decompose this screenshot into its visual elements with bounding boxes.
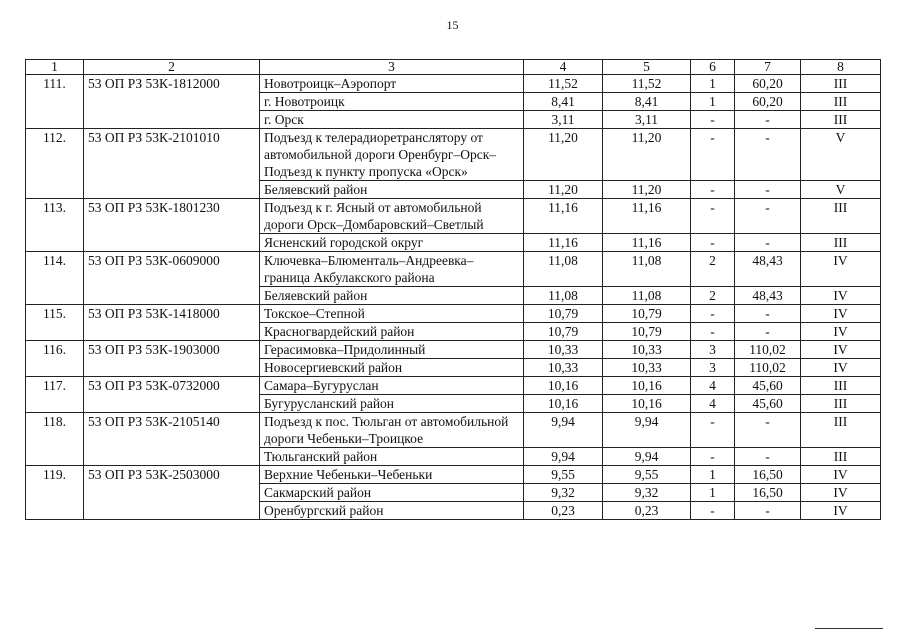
col-6-value: 4 <box>691 377 735 395</box>
col-8-value: IV <box>801 305 881 323</box>
road-name: Подъезд к г. Ясный от автомобильной дороги Орск–Домбаровский–Светлый <box>260 199 524 234</box>
col-4-value: 11,08 <box>524 287 603 305</box>
col-6-value: 2 <box>691 252 735 287</box>
table-row <box>26 413 881 448</box>
col-7-value: 16,50 <box>735 484 801 502</box>
col-7-value: - <box>735 323 801 341</box>
col-4-value: 10,16 <box>524 377 603 395</box>
col-8-value: IV <box>801 359 881 377</box>
header-row <box>26 60 881 75</box>
footer-rule <box>815 628 883 629</box>
col-8-value: III <box>801 93 881 111</box>
col-4-value: 10,79 <box>524 305 603 323</box>
col-8-value: IV <box>801 484 881 502</box>
road-name: г. Новотроицк <box>260 93 524 111</box>
col-5-value: 9,32 <box>603 484 691 502</box>
col-8-value: III <box>801 75 881 93</box>
col-6-value: - <box>691 413 735 448</box>
road-name: Бугурусланский район <box>260 395 524 413</box>
header-col-3: 3 <box>260 60 524 75</box>
col-4-value: 9,94 <box>524 448 603 466</box>
col-6-value: 1 <box>691 466 735 484</box>
col-7-value: - <box>735 199 801 234</box>
col-5-value: 10,16 <box>603 395 691 413</box>
col-4-value: 11,20 <box>524 181 603 199</box>
col-6-value: - <box>691 448 735 466</box>
col-4-value: 11,20 <box>524 129 603 181</box>
col-6-value: 3 <box>691 341 735 359</box>
col-7-value: - <box>735 448 801 466</box>
col-6-value: 4 <box>691 395 735 413</box>
row-number: 113. <box>26 199 84 252</box>
header-col-2: 2 <box>84 60 260 75</box>
row-number: 115. <box>26 305 84 341</box>
col-6-value: 2 <box>691 287 735 305</box>
col-8-value: V <box>801 129 881 181</box>
table-row <box>26 129 881 181</box>
page-number: 15 <box>446 18 459 32</box>
road-group <box>26 413 881 466</box>
road-group <box>26 129 881 199</box>
col-6-value: - <box>691 234 735 252</box>
col-5-value: 11,08 <box>603 287 691 305</box>
road-name: Верхние Чебеньки–Чебеньки <box>260 466 524 484</box>
road-group <box>26 305 881 341</box>
col-7-value: - <box>735 413 801 448</box>
header-col-1: 1 <box>26 60 84 75</box>
col-4-value: 3,11 <box>524 111 603 129</box>
road-group <box>26 252 881 305</box>
col-7-value: - <box>735 502 801 520</box>
col-7-value: 16,50 <box>735 466 801 484</box>
col-8-value: III <box>801 395 881 413</box>
col-6-value: - <box>691 181 735 199</box>
road-name: Тюльганский район <box>260 448 524 466</box>
col-5-value: 10,16 <box>603 377 691 395</box>
col-4-value: 9,94 <box>524 413 603 448</box>
col-5-value: 10,79 <box>603 323 691 341</box>
road-code: 53 ОП РЗ 53К-0609000 <box>84 252 260 305</box>
col-5-value: 9,55 <box>603 466 691 484</box>
col-4-value: 11,08 <box>524 252 603 287</box>
col-5-value: 3,11 <box>603 111 691 129</box>
row-number: 119. <box>26 466 84 520</box>
row-number: 117. <box>26 377 84 413</box>
header-col-4: 4 <box>524 60 603 75</box>
col-7-value: 110,02 <box>735 341 801 359</box>
road-name: Новотроицк–Аэропорт <box>260 75 524 93</box>
road-name: Беляевский район <box>260 287 524 305</box>
col-7-value: - <box>735 129 801 181</box>
road-name: Самара–Бугуруслан <box>260 377 524 395</box>
road-name: Новосергиевский район <box>260 359 524 377</box>
col-4-value: 11,52 <box>524 75 603 93</box>
col-7-value: - <box>735 111 801 129</box>
col-5-value: 0,23 <box>603 502 691 520</box>
road-group <box>26 466 881 520</box>
table-header <box>26 60 881 75</box>
road-group <box>26 199 881 252</box>
col-7-value: 45,60 <box>735 395 801 413</box>
row-number: 112. <box>26 129 84 199</box>
col-5-value: 11,20 <box>603 181 691 199</box>
table-row <box>26 341 881 359</box>
col-5-value: 10,33 <box>603 359 691 377</box>
col-7-value: - <box>735 305 801 323</box>
col-8-value: IV <box>801 252 881 287</box>
col-6-value: 3 <box>691 359 735 377</box>
col-4-value: 10,79 <box>524 323 603 341</box>
col-7-value: 110,02 <box>735 359 801 377</box>
road-name: Оренбургский район <box>260 502 524 520</box>
road-code: 53 ОП РЗ 53К-1812000 <box>84 75 260 129</box>
col-5-value: 11,16 <box>603 199 691 234</box>
col-8-value: III <box>801 413 881 448</box>
road-code: 53 ОП РЗ 53К-2503000 <box>84 466 260 520</box>
col-6-value: - <box>691 129 735 181</box>
road-name: Токское–Степной <box>260 305 524 323</box>
road-code: 53 ОП РЗ 53К-0732000 <box>84 377 260 413</box>
col-4-value: 10,33 <box>524 341 603 359</box>
road-group <box>26 341 881 377</box>
header-col-6: 6 <box>691 60 735 75</box>
col-8-value: IV <box>801 323 881 341</box>
col-7-value: 60,20 <box>735 75 801 93</box>
col-8-value: III <box>801 111 881 129</box>
table-row <box>26 252 881 287</box>
road-group <box>26 75 881 129</box>
col-4-value: 10,16 <box>524 395 603 413</box>
col-8-value: IV <box>801 341 881 359</box>
row-number: 118. <box>26 413 84 466</box>
col-4-value: 11,16 <box>524 199 603 234</box>
road-code: 53 ОП РЗ 53К-2101010 <box>84 129 260 199</box>
col-5-value: 11,16 <box>603 234 691 252</box>
road-name: Подъезд к телерадиоретранслятору от автомобильной дороги Оренбург–Орск–Подъезд к пункту пропуска «Орск» <box>260 129 524 181</box>
col-5-value: 10,33 <box>603 341 691 359</box>
road-code: 53 ОП РЗ 53К-1903000 <box>84 341 260 377</box>
col-4-value: 10,33 <box>524 359 603 377</box>
row-number: 116. <box>26 341 84 377</box>
col-5-value: 11,08 <box>603 252 691 287</box>
col-8-value: IV <box>801 466 881 484</box>
col-8-value: III <box>801 234 881 252</box>
col-5-value: 9,94 <box>603 448 691 466</box>
col-6-value: - <box>691 323 735 341</box>
road-code: 53 ОП РЗ 53К-2105140 <box>84 413 260 466</box>
col-7-value: 48,43 <box>735 287 801 305</box>
row-number: 114. <box>26 252 84 305</box>
header-col-5: 5 <box>603 60 691 75</box>
table-row <box>26 75 881 93</box>
table-row <box>26 305 881 323</box>
road-name: Ясненский городской округ <box>260 234 524 252</box>
col-5-value: 8,41 <box>603 93 691 111</box>
col-4-value: 8,41 <box>524 93 603 111</box>
col-7-value: - <box>735 181 801 199</box>
col-4-value: 9,55 <box>524 466 603 484</box>
col-7-value: - <box>735 234 801 252</box>
col-4-value: 11,16 <box>524 234 603 252</box>
table-row <box>26 466 881 484</box>
col-8-value: III <box>801 199 881 234</box>
table-row <box>26 377 881 395</box>
road-name: Беляевский район <box>260 181 524 199</box>
road-group <box>26 377 881 413</box>
col-5-value: 10,79 <box>603 305 691 323</box>
col-8-value: III <box>801 377 881 395</box>
road-name: г. Орск <box>260 111 524 129</box>
col-4-value: 9,32 <box>524 484 603 502</box>
col-6-value: - <box>691 305 735 323</box>
col-8-value: IV <box>801 502 881 520</box>
col-6-value: 1 <box>691 484 735 502</box>
row-number: 111. <box>26 75 84 129</box>
header-col-7: 7 <box>735 60 801 75</box>
road-code: 53 ОП РЗ 53К-1418000 <box>84 305 260 341</box>
road-name: Сакмарский район <box>260 484 524 502</box>
road-name: Герасимовка–Придолинный <box>260 341 524 359</box>
table-row <box>26 199 881 234</box>
road-name: Ключевка–Блюменталь–Андреевка–граница Акбулакского района <box>260 252 524 287</box>
col-5-value: 11,20 <box>603 129 691 181</box>
col-4-value: 0,23 <box>524 502 603 520</box>
col-6-value: - <box>691 199 735 234</box>
col-6-value: 1 <box>691 75 735 93</box>
col-6-value: - <box>691 111 735 129</box>
road-name: Красногвардейский район <box>260 323 524 341</box>
col-5-value: 9,94 <box>603 413 691 448</box>
roads-table <box>25 59 881 520</box>
col-6-value: - <box>691 502 735 520</box>
road-name: Подъезд к пос. Тюльган от автомобильной дороги Чебеньки–Троицкое <box>260 413 524 448</box>
col-8-value: III <box>801 448 881 466</box>
col-7-value: 48,43 <box>735 252 801 287</box>
col-6-value: 1 <box>691 93 735 111</box>
col-7-value: 45,60 <box>735 377 801 395</box>
col-8-value: IV <box>801 287 881 305</box>
header-col-8: 8 <box>801 60 881 75</box>
col-8-value: V <box>801 181 881 199</box>
col-7-value: 60,20 <box>735 93 801 111</box>
road-code: 53 ОП РЗ 53К-1801230 <box>84 199 260 252</box>
col-5-value: 11,52 <box>603 75 691 93</box>
